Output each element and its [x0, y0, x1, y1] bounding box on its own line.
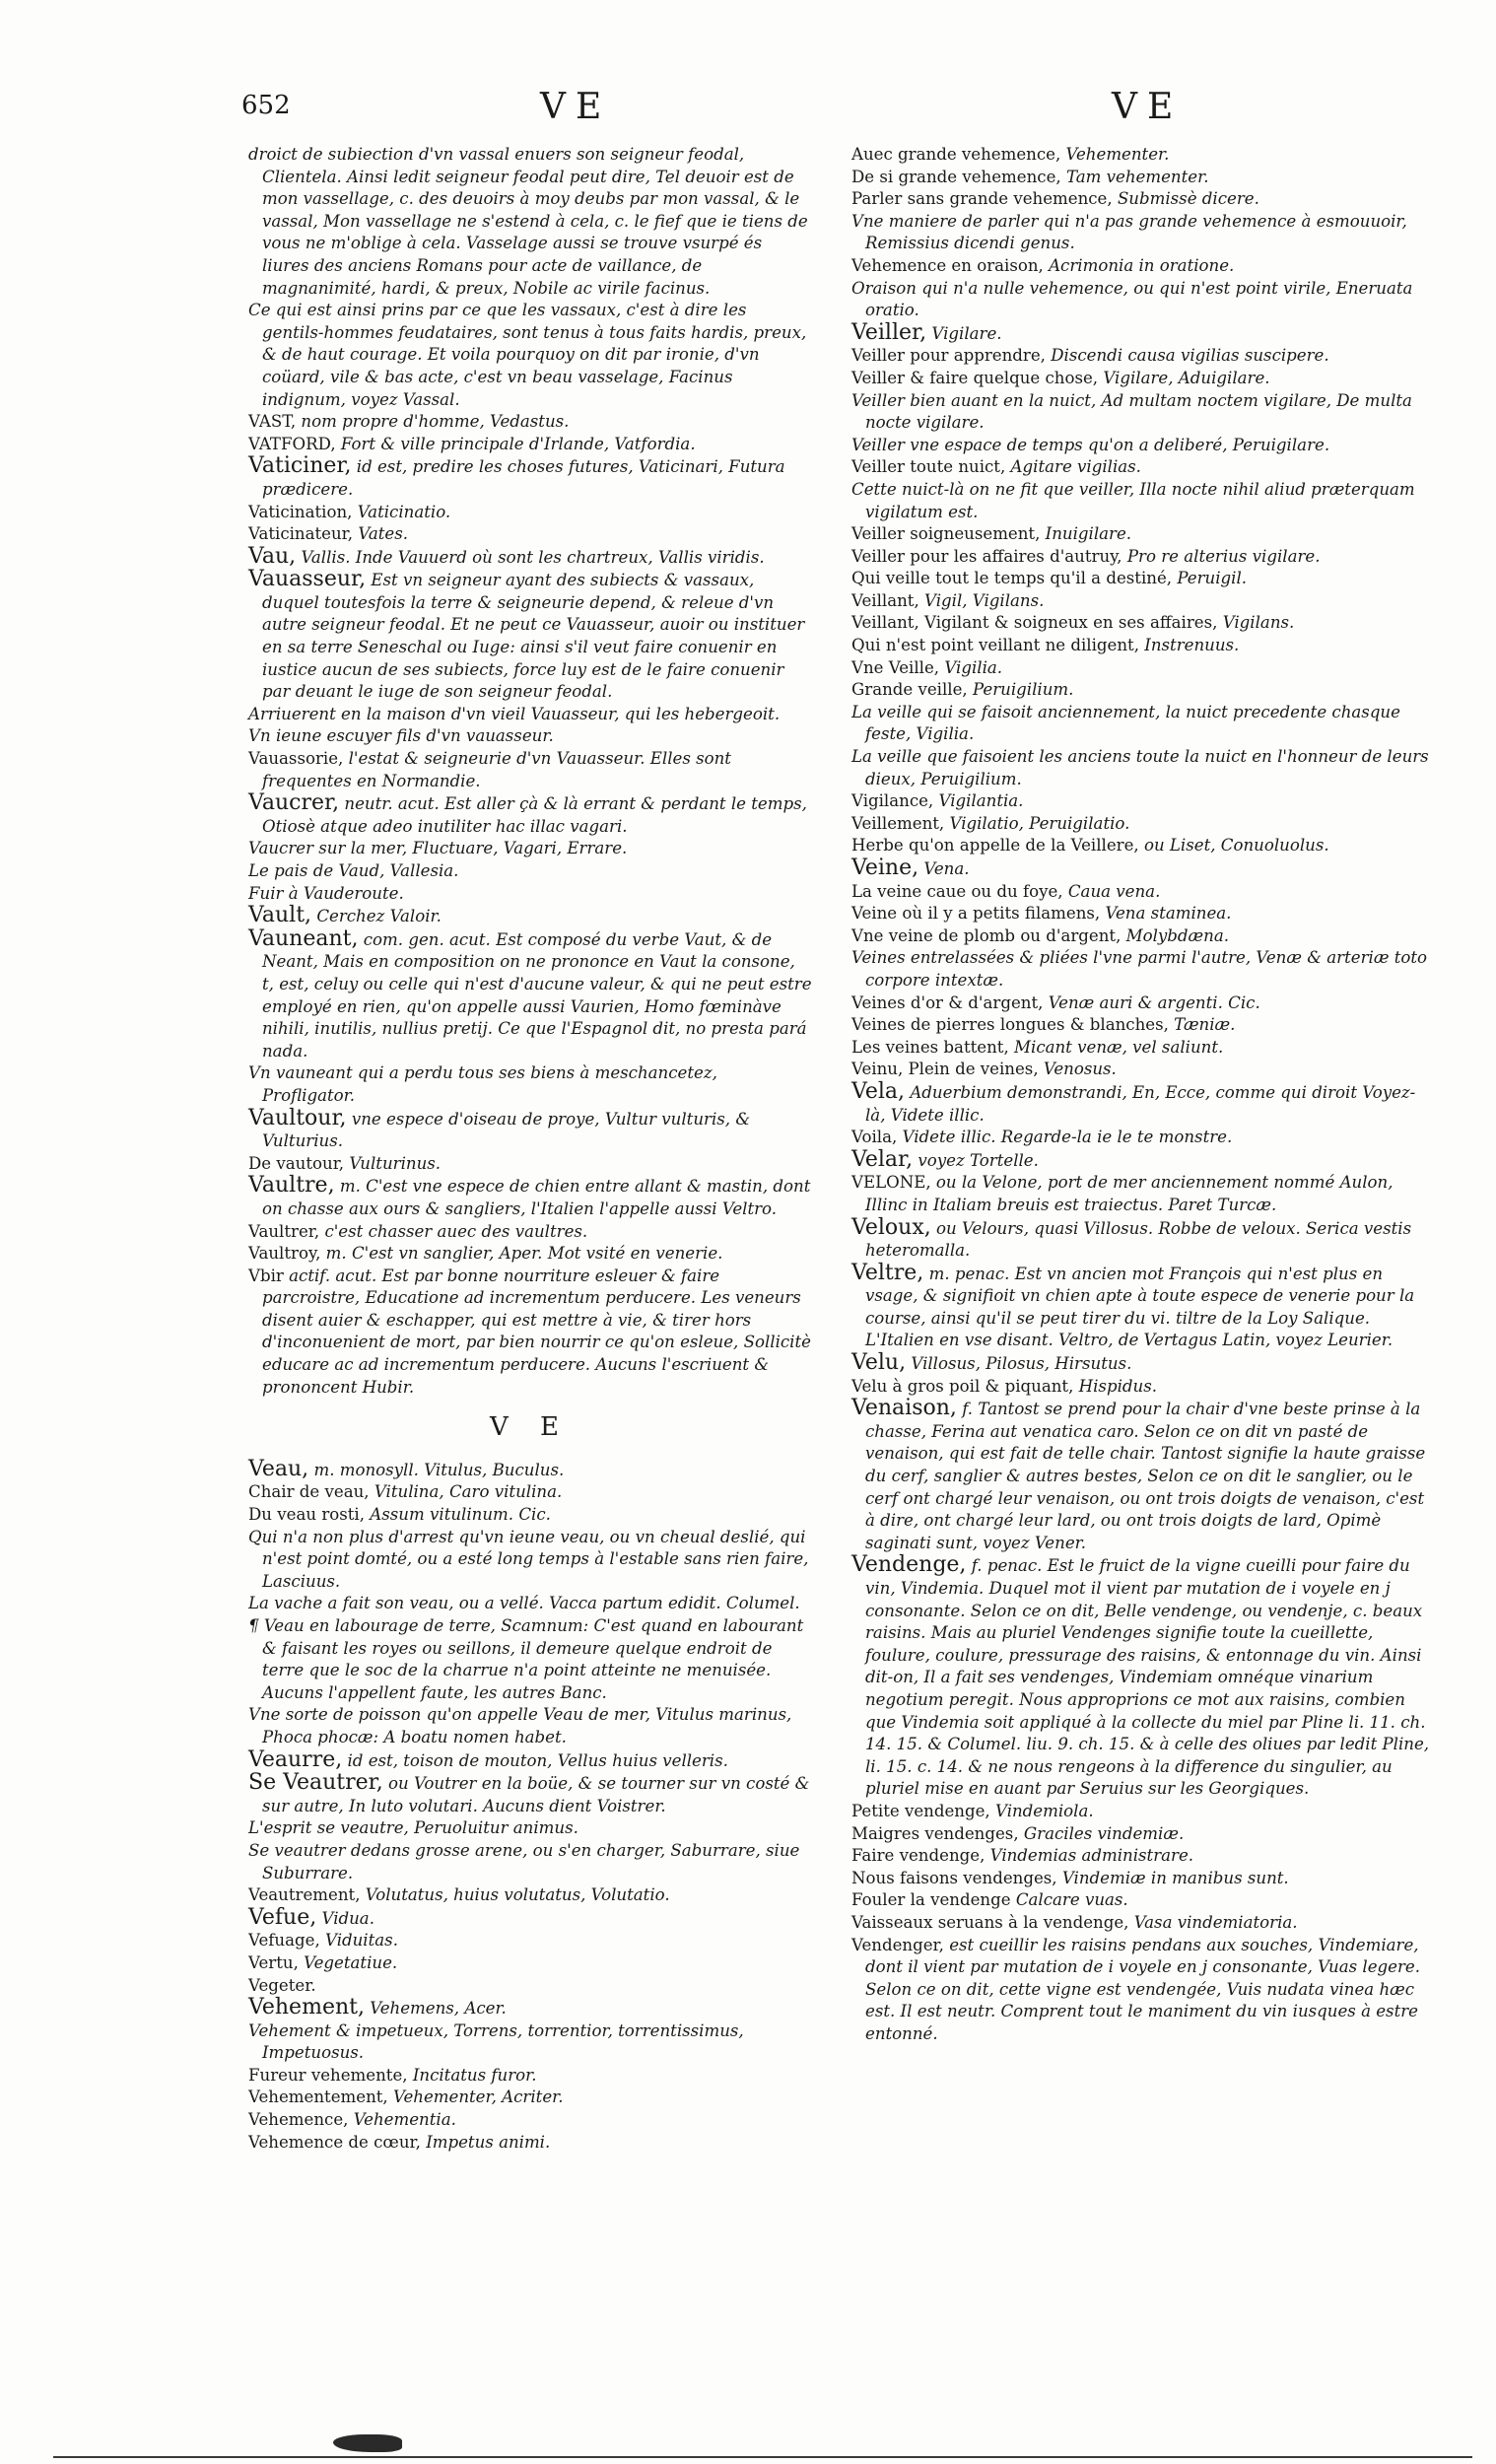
- entry-text: com. gen. acut. Est composé du verbe Vaut, & de Neant, Mais en composition on ne prononce en Vaut la consone, t, est, celuy ou celle qui n'est d'aucune valeur, & qui ne peut estre employé en rien, qu'on appelle aussi Vaurien, Homo fœminàve nihili, inutilis, nullius pretij. Ce que l'Espagnol dit, no presta pará nada.: [262, 929, 812, 1061]
- entry-headword: Voila,: [851, 1128, 898, 1147]
- entry-headword: VATFORD,: [248, 434, 336, 453]
- dictionary-entry: [851, 612, 1433, 635]
- entry-text: id est, toison de mouton, Vellus huius velleris.: [347, 1750, 728, 1770]
- dictionary-entry: [248, 1456, 812, 1482]
- ink-smudge: [333, 2434, 402, 2452]
- dictionary-entry: [851, 1260, 1433, 1352]
- entry-text: Vigilans.: [1222, 613, 1295, 633]
- entry-headword: Veiller soigneusement,: [851, 524, 1041, 544]
- entry-text: Vne maniere de parler qui n'a pas grande vehemence à esmouuoir, Remissius dicendi genus.: [851, 211, 1407, 253]
- entry-headword: Vaultroy,: [248, 1244, 321, 1264]
- entry-text: Aduerbium demonstrandi, En, Ecce, comme qui diroit Voyez-là, Videte illic.: [865, 1082, 1416, 1125]
- dictionary-entry: [248, 411, 812, 434]
- dictionary-entry: [851, 903, 1433, 925]
- entry-text: vne espece d'oiseau de proye, Vultur vulturis, & Vulturius.: [262, 1109, 751, 1151]
- entry-text: Veiller bien auant en la nuict, Ad multam noctem vigilare, De multa nocte vigilare.: [851, 390, 1412, 433]
- entry-text: Peruigil.: [1177, 569, 1248, 588]
- entry-headword: De vautour,: [248, 1153, 345, 1173]
- dictionary-entry: [851, 1889, 1433, 1912]
- dictionary-entry: [851, 435, 1433, 457]
- dictionary-entry: [851, 1059, 1433, 1081]
- dictionary-entry: [248, 1952, 812, 1975]
- entry-headword: Vendenger,: [851, 1935, 944, 1954]
- entry-text: Vasa vindemiatoria.: [1133, 1912, 1298, 1932]
- entry-headword: Vauneant,: [248, 925, 359, 951]
- entry-headword: Maigres vendenges,: [851, 1823, 1019, 1843]
- dictionary-entry: [851, 1935, 1433, 2046]
- entry-text: Calcare vuas.: [1015, 1890, 1128, 1910]
- dictionary-entry: [851, 345, 1433, 368]
- entry-headword: Veaurre,: [248, 1746, 343, 1772]
- entry-text: Vallis. Inde Vauuerd où sont les chartreux, Vallis viridis.: [301, 547, 765, 567]
- entry-text: Hispidus.: [1078, 1376, 1157, 1396]
- entry-text: Inuigilare.: [1045, 524, 1132, 544]
- entry-text: Vehemens, Acer.: [370, 1999, 507, 2019]
- dictionary-entry: [851, 546, 1433, 569]
- dictionary-entry: [851, 390, 1433, 435]
- dictionary-entry: [248, 502, 812, 524]
- entry-text: m. monosyll. Vitulus, Buculus.: [313, 1460, 565, 1479]
- entry-text: Vigilatio, Peruigilatio.: [949, 813, 1130, 833]
- entry-headword: Vau,: [248, 543, 297, 569]
- entry-headword: Velu à gros poil & piquant,: [851, 1376, 1074, 1396]
- entry-headword: Venaison,: [851, 1396, 957, 1421]
- entry-text: nom propre d'homme, Vedastus.: [301, 412, 570, 432]
- entry-headword: Faire vendenge,: [851, 1846, 986, 1866]
- entry-text: Venosus.: [1043, 1060, 1117, 1079]
- dictionary-entry: [851, 255, 1433, 278]
- dictionary-entry: [248, 300, 812, 411]
- entry-headword: Veillant, Vigilant & soigneux en ses affaires,: [851, 613, 1218, 633]
- dictionary-entry: [851, 881, 1433, 904]
- entry-text: Molybdæna.: [1125, 925, 1229, 945]
- entry-text: Veiller vne espace de temps qu'on a deliberé, Peruigilare.: [851, 435, 1330, 454]
- entry-text: Tam vehementer.: [1065, 167, 1209, 186]
- entry-text: Arriuerent en la maison d'vn vieil Vauasseur, qui les hebergeoit.: [248, 704, 781, 723]
- dictionary-entry: [851, 188, 1433, 211]
- dictionary-entry: [248, 1772, 812, 1817]
- entry-text: Villosus, Pilosus, Hirsutus.: [911, 1354, 1132, 1374]
- dictionary-entry: [248, 455, 812, 501]
- dictionary-entry: [851, 1912, 1433, 1935]
- entry-text: Vehement & impetueux, Torrens, torrentior, torrentissimus, Impetuosus.: [248, 2020, 744, 2063]
- dictionary-entry: [851, 1214, 1433, 1263]
- entry-text: Vn vauneant qui a perdu tous ses biens à meschancetez, Profligator.: [248, 1063, 717, 1105]
- entry-headword: Veinu, Plein de veines,: [851, 1060, 1039, 1079]
- entry-headword: Qui n'est point veillant ne diligent,: [851, 636, 1139, 655]
- entry-text: Videte illic. Regarde-la ie le te monstre.: [902, 1128, 1233, 1147]
- dictionary-entry: [851, 657, 1433, 680]
- entry-headword: Fouler la vendenge: [851, 1890, 1011, 1910]
- right-entries: [851, 144, 1433, 2045]
- entry-headword: Vaisseaux seruans à la vendenge,: [851, 1912, 1129, 1932]
- entry-headword: Velu,: [851, 1350, 907, 1376]
- dictionary-entry: [248, 1105, 812, 1153]
- entry-headword: Grande veille,: [851, 680, 968, 700]
- entry-text: ou Voutrer en la boüe, & se tourner sur vn costé & sur autre, In luto volutari. Aucuns dient Voistrer.: [262, 1774, 810, 1815]
- entry-text: La vache a fait son veau, ou a vellé. Vacca partum edidit. Columel.: [248, 1594, 800, 1613]
- entry-text: droict de subiection d'vn vassal enuers son seigneur feodal, Clientela. Ainsi ledit seigneur feodal peut dire, Tel deuoir est de mon vassellage, c. des deuoirs à moy deubs par mon vassal, & le vassal, Mon vassellage ne s'estend à cela, c. le fief que ie tiens de vous ne m'oblige à cela. Vasselage aussi se trouve vsurpé és liures des anciens Romans pour acte de vaillance, de magnanimité, hardi, & preux, Nobile ac virile facinus.: [248, 145, 808, 298]
- dictionary-entry: [851, 925, 1433, 948]
- entry-headword: Fureur vehemente,: [248, 2065, 408, 2085]
- entry-headword: Veau,: [248, 1456, 309, 1481]
- page-edge-line: [53, 2456, 1472, 2458]
- entry-headword: Vigilance,: [851, 791, 934, 811]
- dictionary-entry: [248, 883, 812, 906]
- entry-text: Peruigilium.: [972, 680, 1074, 700]
- dictionary-entry: [248, 1062, 812, 1107]
- entry-headword: Vefuage,: [248, 1931, 320, 1951]
- dictionary-entry: [248, 1593, 812, 1615]
- entry-headword: Veillant,: [851, 590, 919, 610]
- entry-text: Incitatus furor.: [412, 2065, 537, 2085]
- entry-text: Instrenuus.: [1144, 636, 1240, 655]
- entry-text: l'estat & seigneurie d'vn Vauasseur. Elles sont frequentes en Normandie.: [262, 749, 731, 790]
- entry-text: Cerchez Valoir.: [316, 907, 442, 926]
- dictionary-entry: [851, 456, 1433, 479]
- entry-headword: Vaultrer,: [248, 1221, 320, 1241]
- entry-text: Vitulina, Caro vitulina.: [374, 1482, 563, 1502]
- entry-text: m. C'est vne espece de chien entre allant & mastin, dont on chasse aux ours & sangliers, l'Italien l'appelle aussi Veltro.: [262, 1177, 811, 1218]
- left-entries-ve: [248, 1456, 812, 2154]
- dictionary-entry: [851, 857, 1433, 881]
- entry-text: Est vn seigneur ayant des subiects & vassaux, duquel toutesfois la terre & seigneurie depend, & releue d'vn autre seigneur feodal. Et ne peut ce Vauasseur, auoir ou instituer en sa terre Seneschal ou Iuge: ainsi s'il veut faire conuenir en iustice aucun de ses subiects, force luy est de le faire conuenir par deuant le iuge de son seigneur feodal.: [262, 571, 805, 702]
- dictionary-entry: [851, 813, 1433, 836]
- entry-text: Assum vitulinum. Cic.: [370, 1505, 551, 1525]
- entry-text: f. Tantost se prend pour la chair d'vne beste prinse à la chasse, Ferina aut venatica caro. Selon ce on dit vn pasté de venaison, qui est fait de telle chair. Tantost signifie la haute graisse du cerf, sanglier & autres bestes, Selon ce on dit le sanglier, ou le cerf ont chargé leur venaison, ou ont trois doigts de venaison, c'est à dire, ont chargé leur lard, ou ont trois doigts de lard, Opimè saginati sunt, voyez Vener.: [865, 1400, 1426, 1552]
- entry-text: Se veautrer dedans grosse arene, ou s'en charger, Saburrare, siue Suburrare.: [248, 1840, 800, 1882]
- entry-text: Vehementer, Acriter.: [392, 2088, 564, 2107]
- dictionary-entry: [248, 1615, 812, 1704]
- dictionary-entry: [248, 838, 812, 860]
- entry-headword: Du veau rosti,: [248, 1505, 366, 1525]
- entry-headword: Veiller,: [851, 319, 927, 345]
- entry-text: ¶ Veau en labourage de terre, Scamnum: C'est quand en labourant & faisant les royes ou seillons, il demeure quelque endroit de terre que le soc de la charrue n'a point atteinte ne menuisée. Aucuns l'appellent faute, les autres Banc.: [248, 1616, 804, 1702]
- entry-headword: Nous faisons vendenges,: [851, 1868, 1057, 1887]
- entry-text: Veines entrelassées & pliées l'vne parmi l'autre, Venæ & arteriæ toto corpore intextæ.: [851, 948, 1428, 990]
- entry-headword: Veiller pour les affaires d'autruy,: [851, 546, 1122, 566]
- entry-headword: Vauasseur,: [248, 567, 367, 592]
- entry-headword: Herbe qu'on appelle de la Veillere,: [851, 836, 1139, 856]
- dictionary-entry: [248, 860, 812, 883]
- dictionary-entry: [851, 1801, 1433, 1823]
- entry-text: Vena.: [923, 859, 970, 878]
- entry-text: Vn ieune escuyer fils d'vn vauasseur.: [248, 726, 554, 746]
- entry-text: Acrimonia in oratione.: [1049, 255, 1235, 275]
- entry-text: id est, predire les choses futures, Vaticinari, Futura prædicere.: [262, 457, 785, 499]
- entry-headword: Vertu,: [248, 1952, 299, 1972]
- dictionary-entry: [248, 1746, 812, 1773]
- dictionary-entry: [851, 1014, 1433, 1037]
- dictionary-entry: [248, 1243, 812, 1266]
- dictionary-entry: [851, 368, 1433, 390]
- running-head-right: VE: [1112, 87, 1184, 127]
- entry-headword: Vehemence en oraison,: [851, 255, 1044, 275]
- entry-headword: Auec grande vehemence,: [851, 145, 1061, 164]
- entry-headword: Veautrement,: [248, 1885, 361, 1905]
- entry-text: m. penac. Est vn ancien mot François qui n'est plus en vsage, & signifioit vn chien apte à toute espece de venerie pour la course, ainsi qu'il se peut tirer du vi. tiltre de la Loy Salique. L'Italien en vse disant. Veltro, de Vertagus Latin, voyez Leurier.: [865, 1264, 1415, 1350]
- entry-text: Oraison qui n'a nulle vehemence, ou qui n'est point virile, Eneruata oratio.: [851, 278, 1413, 320]
- entry-text: Vne sorte de poisson qu'on appelle Veau de mer, Vitulus marinus, Phoca phocæ: A boatu nomen habet.: [248, 1705, 792, 1746]
- entry-text: Vehementer.: [1065, 145, 1170, 164]
- dictionary-entry: [851, 319, 1433, 346]
- entry-text: Graciles vindemiæ.: [1023, 1823, 1185, 1843]
- left-column: [248, 144, 812, 2154]
- entry-text: Vindemiola.: [995, 1801, 1094, 1820]
- entry-headword: Vaticinateur,: [248, 524, 354, 544]
- entry-headword: Veiller toute nuict,: [851, 457, 1006, 477]
- dictionary-entry: [851, 167, 1433, 189]
- dictionary-entry: [851, 790, 1433, 813]
- dictionary-entry: [851, 211, 1433, 255]
- entry-text: c'est chasser auec des vaultres.: [324, 1221, 588, 1241]
- dictionary-entry: [851, 1352, 1433, 1376]
- entry-text: Vigilare, Aduigilare.: [1103, 368, 1270, 387]
- dictionary-entry: [851, 1078, 1433, 1127]
- entry-text: Micant venæ, vel saliunt.: [1014, 1037, 1224, 1057]
- entry-text: La veille qui se faisoit anciennement, la nuict precedente chasque feste, Vigilia.: [851, 702, 1400, 744]
- entry-headword: Vehement,: [248, 1995, 365, 2020]
- dictionary-entry: [248, 704, 812, 726]
- entry-headword: Chair de veau,: [248, 1482, 370, 1502]
- entry-headword: La veine caue ou du foye,: [851, 881, 1063, 901]
- entry-text: Qui n'a non plus d'arrest qu'vn ieune veau, ou vn cheual deslié, qui n'est point domté, ou a esté long temps à l'estable sans rien faire, Lasciuus.: [248, 1527, 809, 1591]
- entry-headword: Vault,: [248, 903, 312, 928]
- running-head-left: VE: [540, 87, 612, 127]
- entry-text: Vindemias administrare.: [989, 1846, 1194, 1866]
- entry-text: Viduitas.: [325, 1931, 398, 1951]
- dictionary-entry: [248, 1504, 812, 1527]
- dictionary-entry: [851, 1823, 1433, 1846]
- dictionary-entry: [851, 746, 1433, 790]
- dictionary-entry: [248, 2020, 812, 2065]
- entry-text: Pro re alterius vigilare.: [1126, 546, 1321, 566]
- entry-headword: De si grande vehemence,: [851, 167, 1061, 186]
- entry-text: Vegetatiue.: [304, 1952, 398, 1972]
- dictionary-entry: [248, 1904, 812, 1931]
- entry-headword: Vaticination,: [248, 502, 353, 521]
- entry-headword: Veiller & faire quelque chose,: [851, 368, 1099, 387]
- entry-headword: Veine,: [851, 856, 919, 880]
- dictionary-entry: [248, 1930, 812, 1952]
- dictionary-entry: [851, 1398, 1433, 1554]
- entry-headword: Vefue,: [248, 1904, 317, 1930]
- dictionary-entry: [851, 992, 1433, 1015]
- entry-headword: VAST,: [248, 412, 297, 432]
- dictionary-entry: [248, 2132, 812, 2155]
- entry-text: est cueillir les raisins pendans aux souches, Vindemiare, dont il vient par mutation de i voyele en j consonante, Vuas legere. Selon ce on dit, cette vigne est vendengée, Vuis nudata vinea hæc est. Il est neutr. Comprent tout le maniment du vin iusques à estre entonné.: [865, 1935, 1421, 2043]
- entry-text: Vena staminea.: [1105, 904, 1232, 924]
- dictionary-entry: [248, 792, 812, 838]
- dictionary-entry: [248, 1704, 812, 1748]
- entry-text: ou Velours, quasi Villosus. Robbe de veloux. Serica vestis heteromalla.: [865, 1218, 1412, 1261]
- dictionary-entry: [851, 1554, 1433, 1801]
- entry-text: Vaticinatio.: [357, 502, 451, 521]
- dictionary-entry: [248, 1221, 812, 1244]
- entry-text: Le pais de Vaud, Vallesia.: [248, 861, 459, 880]
- entry-text: Vulturinus.: [349, 1153, 442, 1173]
- dictionary-entry: [248, 1817, 812, 1840]
- entry-headword: Vne veine de plomb ou d'argent,: [851, 925, 1122, 945]
- dictionary-entry: [248, 1266, 812, 1400]
- dictionary-entry: [851, 947, 1433, 992]
- entry-headword: Qui veille tout le temps qu'il a destiné,: [851, 569, 1173, 588]
- dictionary-entry: [248, 1840, 812, 1884]
- dictionary-entry: [851, 702, 1433, 746]
- entry-headword: Petite vendenge,: [851, 1801, 990, 1820]
- dictionary-entry: [851, 144, 1433, 167]
- entry-text: ou la Velone, port de mer anciennement nommé Aulon, Illinc in Italiam breuis est traiectus. Paret Turcæ.: [865, 1173, 1394, 1214]
- entry-text: Fuir à Vauderoute.: [248, 883, 404, 903]
- dictionary-entry: [851, 1127, 1433, 1149]
- entry-text: Submissè dicere.: [1117, 189, 1259, 209]
- entry-headword: Velar,: [851, 1146, 914, 1172]
- entry-headword: Les veines battent,: [851, 1037, 1009, 1057]
- dictionary-entry: [248, 925, 812, 1063]
- entry-headword: Vehemence,: [248, 2110, 349, 2130]
- entry-text: Impetus animi.: [426, 2132, 551, 2152]
- entry-headword: Veiller pour apprendre,: [851, 346, 1046, 366]
- entry-text: Vigil, Vigilans.: [924, 590, 1045, 610]
- dictionary-entry: [248, 725, 812, 748]
- dictionary-entry: [248, 1153, 812, 1176]
- entry-text: Vaucrer sur la mer, Fluctuare, Vagari, Errare.: [248, 839, 628, 858]
- entry-headword: Vehemence de cœur,: [248, 2132, 421, 2152]
- entry-text: Vigilantia.: [938, 791, 1024, 811]
- entry-headword: Veines de pierres longues & blanches,: [851, 1015, 1169, 1035]
- entry-headword: Veloux,: [851, 1214, 931, 1240]
- entry-text: Caua vena.: [1067, 881, 1161, 901]
- entry-headword: Vaultre,: [248, 1173, 335, 1198]
- entry-text: Ce qui est ainsi prins par ce que les vassaux, c'est à dire les gentils-hommes feudataires, sont tenus à tous faits hardis, preux, & de haut courage. Et voila pourquoy on dit par ironie, d'vn coüard, vile & bas acte, c'est vn beau vasselage, Facinus indignum, voyez Vassal.: [248, 301, 807, 409]
- entry-text: Vidua.: [321, 1908, 374, 1928]
- left-entries: [248, 144, 812, 1399]
- dictionary-entry: [248, 1481, 812, 1504]
- entry-headword: Veine où il y a petits filamens,: [851, 904, 1101, 924]
- dictionary-entry: [851, 1376, 1433, 1399]
- entry-text: f. penac. Est le fruict de la vigne cueilli pour faire du vin, Vindemia. Duquel mot il vient par mutation de i voyele en j consonante. Selon ce on dit, Belle vendenge, ou vendenje, c. beaux raisins. Mais au pluriel Vendenges signifie toute la cueillette, foulure, coulure, pressurage des raisins, & entonnage du vin. Ainsi dit-on, Il a fait ses vendenges, Vindemiam omnéque vinarium negotium peregit. Nous approprions ce mot aux raisins, combien que Vindemia soit appliqué à la collecte du miel par Pline li. 11. ch. 14. 15. & Columel. liu. 9. ch. 15. & à celle des oliues par ledit Pline, li. 15. c. 14. & ne nous rengeons à la difference du singulier, au pluriel mise en auant par Seruius sur les Georgiques.: [865, 1556, 1430, 1799]
- entry-headword: Vbir: [248, 1266, 284, 1285]
- dictionary-entry: [248, 1175, 812, 1220]
- dictionary-entry: [851, 523, 1433, 546]
- entry-headword: Vauassorie,: [248, 749, 344, 769]
- dictionary-entry: [851, 590, 1433, 613]
- entry-headword: Vendenge,: [851, 1552, 967, 1578]
- dictionary-entry: [248, 748, 812, 792]
- entry-text: Vigilia.: [944, 657, 1003, 677]
- entry-text: Venæ auri & argenti. Cic.: [1048, 992, 1260, 1012]
- page-number: 652: [241, 91, 291, 120]
- entry-text: L'esprit se veautre, Peruoluitur animus.: [248, 1818, 578, 1838]
- dictionary-entry: [248, 523, 812, 546]
- dictionary-entry: [851, 1845, 1433, 1868]
- dictionary-entry: [248, 1527, 812, 1594]
- entry-text: Vigilare.: [931, 323, 1002, 343]
- dictionary-entry: [248, 543, 812, 570]
- entry-text: voyez Tortelle.: [918, 1150, 1039, 1170]
- entry-text: ou Liset, Conuoluolus.: [1143, 836, 1329, 856]
- dictionary-entry: [851, 835, 1433, 857]
- dictionary-entry: [248, 905, 812, 928]
- entry-headword: Veltre,: [851, 1260, 924, 1285]
- dictionary-entry: [248, 1884, 812, 1907]
- entry-headword: Vne Veille,: [851, 657, 940, 677]
- entry-text: Fort & ville principale d'Irlande, Vatfordia.: [340, 434, 696, 453]
- entry-headword: Vaultour,: [248, 1105, 347, 1130]
- entry-headword: Se Veautrer,: [248, 1770, 383, 1796]
- entry-headword: Vela,: [851, 1078, 906, 1104]
- entry-text: actif. acut. Est par bonne nourriture esleuer & faire parcroistre, Educatione ad incrementum perducere. Les veneurs disent auier & eschapper, qui est mettre à vie, & tirer hors d'inconuenient de mort, par bien nourrir ce qu'on esleue, Sollicitè educare ac ad incrementum perducere. Aucuns l'escriuent & prononcent Hubir.: [262, 1266, 811, 1397]
- dictionary-entry: [851, 1868, 1433, 1890]
- right-column: [851, 144, 1433, 2045]
- dictionary-entry: [851, 1037, 1433, 1060]
- entry-text: Vehementia.: [353, 2110, 456, 2130]
- entry-headword: Vegeter.: [248, 1975, 316, 1995]
- entry-text: Vates.: [358, 524, 408, 544]
- entry-text: neutr. acut. Est aller çà & là errant & perdant le temps, Otiosè atque adeo inutiliter hac illac vagari.: [262, 794, 807, 836]
- entry-headword: Vaucrer,: [248, 790, 340, 816]
- dictionary-entry: [248, 144, 812, 300]
- dictionary-entry: [248, 1997, 812, 2020]
- entry-text: Vindemiæ in manibus sunt.: [1061, 1868, 1289, 1887]
- dictionary-entry: [851, 278, 1433, 322]
- dictionary-entry: [851, 479, 1433, 523]
- dictionary-entry: [851, 635, 1433, 657]
- entry-headword: Veines d'or & d'argent,: [851, 992, 1044, 1012]
- entry-text: Tæniæ.: [1174, 1015, 1236, 1035]
- dictionary-entry: [851, 568, 1433, 590]
- entry-text: La veille que faisoient les anciens toute la nuict en l'honneur de leurs dieux, Peruigilium.: [851, 747, 1429, 788]
- dictionary-entry: [851, 1172, 1433, 1216]
- entry-text: Discendi causa vigilias suscipere.: [1051, 346, 1329, 366]
- dictionary-entry: [248, 2109, 812, 2132]
- entry-headword: VELONE,: [851, 1173, 931, 1193]
- entry-text: m. C'est vn sanglier, Aper. Mot vsité en venerie.: [325, 1244, 723, 1264]
- entry-text: Agitare vigilias.: [1010, 457, 1141, 477]
- dictionary-entry: [248, 569, 812, 704]
- entry-headword: Vaticiner,: [248, 453, 352, 479]
- entry-headword: Vehementement,: [248, 2088, 388, 2107]
- dictionary-entry: [248, 434, 812, 456]
- entry-text: Cette nuict-là on ne fit que veiller, Illa nocte nihil aliud præterquam vigilatum est.: [851, 479, 1415, 521]
- dictionary-entry: [851, 1146, 1433, 1173]
- dictionary-entry: [248, 2065, 812, 2088]
- dictionary-entry: [851, 679, 1433, 702]
- dictionary-entry: [248, 1975, 812, 1998]
- entry-headword: Veillement,: [851, 813, 945, 833]
- entry-text: Volutatus, huius volutatus, Volutatio.: [365, 1885, 670, 1905]
- dictionary-entry: [248, 2087, 812, 2109]
- entry-headword: Parler sans grande vehemence,: [851, 189, 1113, 209]
- section-heading: V E: [489, 1412, 572, 1443]
